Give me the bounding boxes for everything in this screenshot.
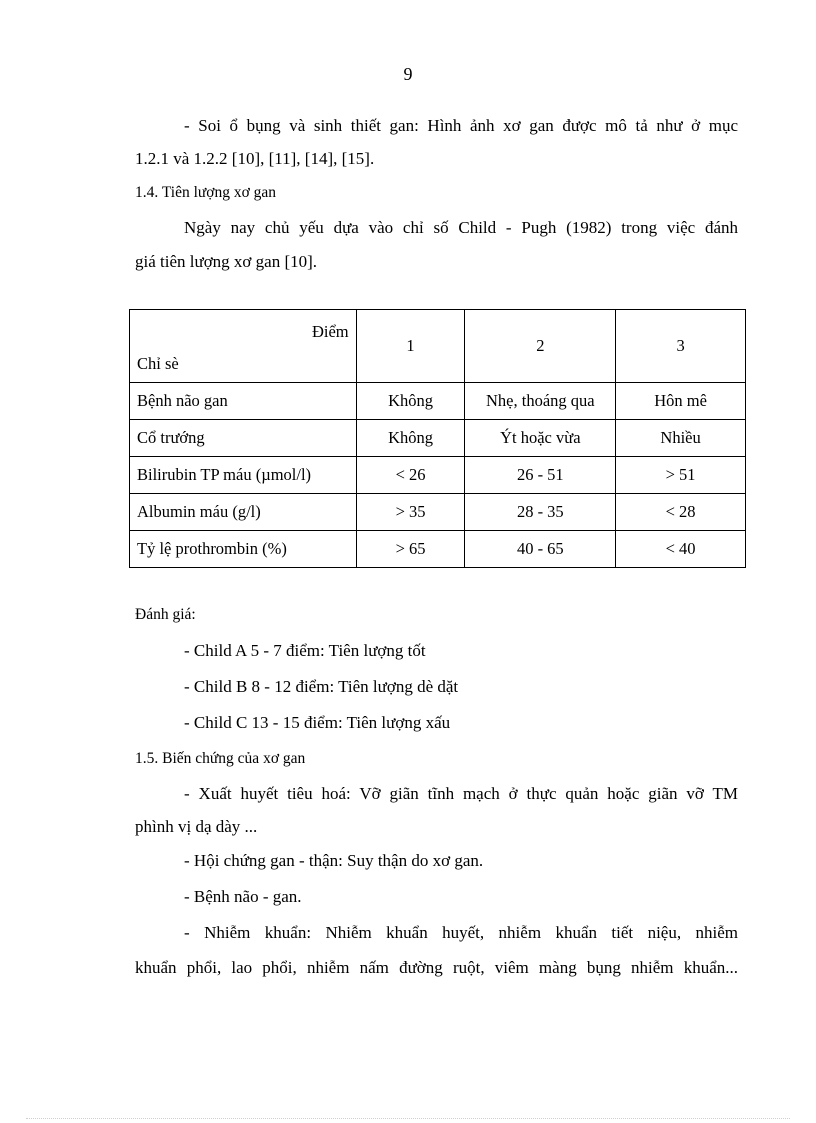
row-label: Bệnh não gan <box>130 383 357 420</box>
infection-line-1: - Nhiễm khuẩn: Nhiễm khuẩn huyết, nhiễm khuẩn tiết niệu, nhiễm <box>184 923 738 942</box>
table-header-row <box>130 310 746 383</box>
table-row <box>130 531 746 568</box>
cell-score-1: > 65 <box>356 531 465 568</box>
section-heading-1-5: 1.5. Biến chứng của xơ gan <box>135 750 306 767</box>
table-row <box>130 457 746 494</box>
row-label: Cổ trướng <box>130 420 357 457</box>
cell-score-3: < 28 <box>616 494 746 531</box>
encephalopathy-item: - Bệnh não - gan. <box>184 887 302 906</box>
section-heading-1-4: 1.4. Tiên lượng xơ gan <box>135 184 277 201</box>
bottom-dotted-line <box>26 1118 790 1119</box>
prognosis-line-1: Ngày nay chủ yếu dựa vào chỉ số Child - Pugh (1982) trong việc đánh <box>184 218 738 237</box>
table-row <box>130 494 746 531</box>
score-1-header: 1 <box>356 310 465 383</box>
cell-score-2: 40 - 65 <box>465 531 616 568</box>
table-row <box>130 383 746 420</box>
cell-score-1: < 26 <box>356 457 465 494</box>
child-a-item: - Child A 5 - 7 điểm: Tiên lượng tốt <box>184 641 426 660</box>
hepatorenal-item: - Hội chứng gan - thận: Suy thận do xơ gan. <box>184 851 484 870</box>
child-c-item: - Child C 13 - 15 điểm: Tiên lượng xấu <box>184 713 451 732</box>
infection-line-2: khuẩn phổi, lao phổi, nhiễm nấm đường ruột, viêm màng bụng nhiễm khuẩn... <box>135 958 738 977</box>
evaluation-label: Đánh giá: <box>135 606 196 623</box>
criteria-header-label: Chỉ sè <box>137 353 179 373</box>
score-2-header: 2 <box>465 310 616 383</box>
cell-score-3: < 40 <box>616 531 746 568</box>
cell-score-3: Nhiều <box>616 420 746 457</box>
child-pugh-table <box>129 309 746 568</box>
cell-score-1: Không <box>356 420 465 457</box>
score-3-header: 3 <box>616 310 746 383</box>
laparoscopy-line-1: - Soi ổ bụng và sinh thiết gan: Hình ảnh xơ gan được mô tả như ở mục <box>184 116 738 135</box>
header-corner-cell <box>130 310 357 383</box>
cell-score-1: > 35 <box>356 494 465 531</box>
bleeding-line-2: phình vị dạ dày ... <box>135 817 258 836</box>
bleeding-line-1: - Xuất huyết tiêu hoá: Vỡ giãn tĩnh mạch ở thực quản hoặc giãn vỡ TM <box>184 784 738 803</box>
cell-score-2: Ýt hoặc vừa <box>465 420 616 457</box>
cell-score-3: > 51 <box>616 457 746 494</box>
cell-score-2: 26 - 51 <box>465 457 616 494</box>
score-header-label: Điểm <box>311 321 349 341</box>
cell-score-3: Hôn mê <box>616 383 746 420</box>
cell-score-2: Nhẹ, thoáng qua <box>465 383 616 420</box>
row-label: Bilirubin TP máu (µmol/l) <box>130 457 357 494</box>
prognosis-line-2: giá tiên lượng xơ gan [10]. <box>135 252 318 271</box>
row-label: Tỷ lệ prothrombin (%) <box>130 531 357 568</box>
cell-score-2: 28 - 35 <box>465 494 616 531</box>
laparoscopy-line-2: 1.2.1 và 1.2.2 [10], [11], [14], [15]. <box>135 149 375 168</box>
page-number: 9 <box>403 64 413 84</box>
row-label: Albumin máu (g/l) <box>130 494 357 531</box>
cell-score-1: Không <box>356 383 465 420</box>
child-b-item: - Child B 8 - 12 điểm: Tiên lượng dè dặt <box>184 677 459 696</box>
table-row <box>130 420 746 457</box>
